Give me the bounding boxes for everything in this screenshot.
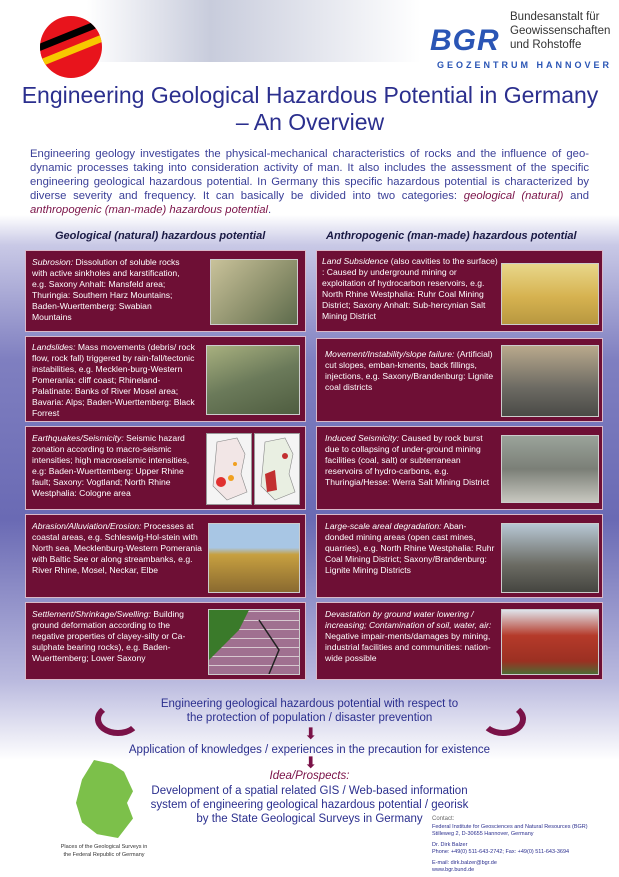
german-flag-logo-icon (40, 16, 102, 78)
contact-line: Dr. Dirk Balzer (432, 841, 468, 848)
contact-website-link[interactable]: www.bgr.bund.de (432, 867, 475, 873)
intro-paragraph (30, 147, 589, 217)
hazard-head: Abrasion/Alluviation/Erosion: (32, 521, 142, 531)
column-heading-anthropogenic: Anthropogenic (man-made) hazardous potential (326, 230, 577, 242)
hazard-text (32, 521, 202, 576)
org-name (510, 10, 610, 52)
geozentrum-label: GEOZENTRUM HANNOVER (437, 60, 613, 70)
intro-end: . (268, 204, 272, 216)
contact-line: Phone: +49(0) 511-643-2742; Fax: +49(0) 511-643-3694 (432, 849, 570, 855)
hazard-box-areal-degradation (316, 514, 603, 598)
poster-title: Engineering Geological Hazardous Potential in Germany – An Overview (21, 82, 599, 135)
org-name-line: Bundesanstalt für (510, 11, 600, 23)
hazard-head: Devastation by ground water lowering / increasing; Contamination of soil, water, air: (325, 609, 492, 630)
map-caption-line: Places of the Geological Surveys in (60, 844, 148, 850)
seismic-map-drawing (207, 434, 251, 504)
contact-line: Stilleweg 2, D-30655 Hannover, Germany (432, 831, 534, 837)
hazard-text (32, 257, 192, 323)
flow-line-4: Development of a spatial related GIS / Web-based information (151, 785, 468, 797)
hazard-text (325, 609, 495, 664)
hazard-text (32, 609, 200, 664)
hazard-text (325, 349, 495, 393)
hazard-text (325, 521, 495, 576)
hazard-box-abrasion (25, 514, 306, 598)
flow-line-2: the protection of population / disaster prevention (186, 712, 433, 724)
seismic-zonation-drawing (255, 434, 299, 504)
hazard-head: Land Subsidence (322, 256, 389, 266)
hazard-head: Settlement/Shrinkage/Swelling: (32, 609, 151, 619)
seismic-map-image (206, 433, 252, 505)
hazard-desc: Aban-donded mining areas (open cast mines, quarries), e.g. North Rhine Westphalia: Ruhr Coal Mining District; Saxony/Brandenburg: Lignite Mining Districts (325, 521, 495, 575)
hazard-head: Subrosion: (32, 257, 74, 267)
hazard-head: Landslides: (32, 342, 76, 352)
column-heading-natural: Geological (natural) hazardous potential (55, 230, 266, 242)
hazard-desc: Caused by rock burst due to collapsing of under-ground mining facilities (coal, salt) or subterranean reservoirs of hydro-carbons, e.g. Thuringia/Hesse: Werra Salt Mining District (325, 433, 490, 487)
cracked-brick-wall-photo (208, 609, 300, 675)
contact-block (432, 816, 588, 875)
intro-category-anthropogenic: anthropogenic (man-made) hazardous potential (30, 204, 269, 216)
down-arrow-icon: ⬇ (304, 755, 318, 772)
hazard-desc: Building ground deformation according to the negative properties of clayey-silty or Ca-sulphate bearing rocks), e.g. Baden-Wuerttemberg; Lower Saxony (32, 609, 186, 663)
down-arrow-icon: ⬇ (304, 726, 318, 743)
hazard-head: Large-scale areal degradation: (325, 521, 442, 531)
hazard-desc: (Artificial) cut slopes, emban-kments, back fillings, injections, e.g. Saxony/Brandenburg: Lignite coal districts (325, 349, 494, 392)
hazard-box-landslides (25, 336, 306, 422)
hazard-head: Movement/Instability/slope failure: (325, 349, 455, 359)
open-cast-mine-photo (501, 523, 599, 593)
contact-email-link[interactable]: E-mail: dirk.balzer@bgr.de (432, 859, 497, 866)
ivy-overlay (209, 610, 299, 674)
org-name-line: und Rohstoffe (510, 39, 582, 51)
intro-and: and (563, 190, 590, 202)
hazard-desc: Negative impair-ments/damages by mining, industrial facilities and communities: nation-wide possible (325, 631, 491, 663)
hazard-head: Induced Seismicity: (325, 433, 400, 443)
hazard-desc: (also cavities to the surface) : Caused by underground mining or exploitation of hydrocarbon reservoirs, e.g. North Rhine Westphalia: Ruhr Coal Mining District; Saxony Anhalt: Sub-hercynian Salt Mining District (322, 256, 498, 321)
slope-failure-photo (501, 345, 599, 417)
coastal-cliff-photo (208, 523, 300, 593)
induced-seismicity-photo (501, 435, 599, 503)
hazard-box-induced-seismicity (316, 426, 603, 510)
hazard-desc: Seismic hazard zonation according to macro-seismic intensities; high macroseismic intensities, e.g: Baden-Wuerttemberg: Upper Rhine fault; Saxony: Vogtland; North Rhine Westphalia: Cologne area (32, 433, 190, 498)
hazard-desc: Processes at coastal areas, e.g. Schleswig-Hol-stein with North sea, Mecklenburg-Western Pomerania with Baltic See or along streambanks, e.g. River Rhine, Mosel, Neckar, Elbe (32, 521, 202, 575)
org-name-line: Geowissenschaften (510, 25, 611, 37)
landslide-photo (206, 345, 300, 415)
hazard-text (32, 433, 202, 499)
damaged-church-photo (501, 609, 599, 675)
bgr-logo: BGR (430, 24, 500, 57)
hazard-box-slope-failure (316, 338, 603, 422)
idea-heading: Idea/Prospects: (269, 770, 350, 782)
contact-line: Federal Institute for Geosciences and Natural Resources (BGR) (432, 823, 588, 830)
seismic-zonation-map-image (254, 433, 300, 505)
map-caption-line: the Federal Republic of Germany (63, 852, 145, 858)
intro-category-natural: geological (natural) (463, 190, 564, 202)
hazard-box-subrosion (25, 250, 306, 332)
hazard-desc: Mass movements (debris/ rock flow, rock fall) triggered by rain-fall/tectonic instabilities, e.g. Mecklen-burg-Western Pomerania: cliff coast; Rhineland-Palatinate: Banks of River Mosel area; Bavaria: Alps; Baden-Wuerttemberg: Black Forrest (32, 342, 195, 418)
hazard-box-settlement (25, 602, 306, 680)
hazard-text (32, 342, 200, 419)
flow-line-1: Engineering geological hazardous potential with respect to (160, 698, 459, 710)
flow-line-3: Application of knowledges / experiences in the precaution for existence (128, 744, 491, 756)
subrosion-photo (210, 259, 298, 325)
hazard-box-land-subsidence (316, 250, 603, 332)
hazard-text (322, 256, 502, 322)
hazard-head: Earthquakes/Seismicity: (32, 433, 124, 443)
hazard-desc: Dissolution of soluble rocks with active sinkholes and karstification, e.g. Saxony Anhalt: Mansfeld area; Thuringia: Southern Harz Mountains; Baden-Wuerttemberg: Swabian Mountains (32, 257, 180, 322)
hazard-box-devastation (316, 602, 603, 680)
subsidence-photo (501, 263, 599, 325)
flow-line-6: by the State Geological Surveys in Germany (196, 813, 423, 825)
map-caption (54, 843, 154, 859)
intro-text: Engineering geology investigates the physical-mechanical characteristics of rocks and the influence of geo-dynamic processes taking into consideration activity of man. It also includes the assessment of the specific engineering geological hazardous potential. In Germany this specific hazardous potential is characterized by diverse severity and frequency. It can basically be divided into two categories: (30, 148, 589, 202)
contact-title: Contact: (432, 816, 455, 822)
flow-line-5: system of engineering geological hazardous potential / georisk (150, 799, 469, 811)
hazard-text (325, 433, 495, 488)
hazard-box-earthquakes (25, 426, 306, 510)
